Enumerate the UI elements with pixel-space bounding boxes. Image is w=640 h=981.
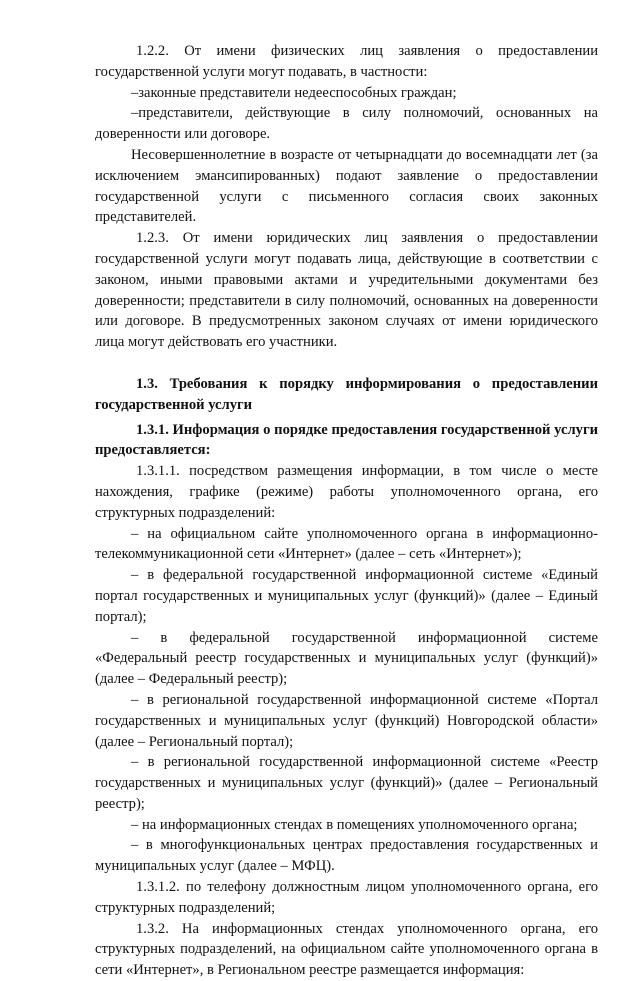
paragraph-1-3-1-1: 1.3.1.1. посредством размещения информации, в том числе о месте нахождения, графике (режиме) работы уполномоченного органа, его структурных подразделений: — [95, 463, 598, 521]
paragraph-1-3-2: 1.3.2. На информационных стендах уполномоченного органа, его структурных подразделений, на официальном сайте уполномоченного органа в сети «Интернет», в Региональном реестре размещается информация: — [95, 920, 598, 979]
list-item-regional-registry: – в региональной государственной информационной системе «Реестр государственных и муниципальных услуг (функций)» (далее – Региональный реестр); — [95, 754, 598, 812]
list-item-representatives: –представители, действующие в силу полномочий, основанных на доверенности или договоре. — [95, 105, 598, 143]
list-item-official-site: – на официальном сайте уполномоченного органа в информационно-телекоммуникационной сети «Интернет» (далее – сеть «Интернет»); — [95, 525, 598, 563]
list-item-mfc: – в многофункциональных центрах предоставления государственных и муниципальных услуг (далее – МФЦ). — [95, 837, 598, 875]
paragraph-minors: Несовершеннолетние в возрасте от четырнадцати до восемнадцати лет (за исключением эмансипированных) подают заявление о предоставлении государственной услуги с письменного согласия своих законных представителей. — [95, 146, 598, 226]
list-item-info-stands: – на информационных стендах в помещениях уполномоченного органа; — [131, 816, 578, 833]
list-item-federal-registry: – в федеральной государственной информационной системе «Федеральный реестр государственных и муниципальных услуг (функций)» (далее – Федеральный реестр); — [95, 629, 598, 688]
spacer — [95, 353, 598, 374]
document-body — [95, 41, 598, 981]
list-item-unified-portal: – в федеральной государственной информационной системе «Единый портал государственных и муниципальных услуг (функций)» (далее – Единый портал); — [95, 567, 598, 625]
list-item-legal-representatives: –законные представители недееспособных граждан; — [131, 84, 457, 101]
section-heading-1-3: 1.3. Требования к порядку информирования о предоставлении государственной услуги — [95, 375, 598, 413]
paragraph-1-2-3: 1.2.3. От имени юридических лиц заявления о предоставлении государственной услуги могут подавать лица, действующие в соответствии с законом, иными правовыми актами и учредительными документами без доверенности; представители в силу полномочий, основанных на доверенности или договоре. В предусмотренных законом случаях от имени юридического лица могут действовать его участники. — [95, 230, 598, 351]
subsection-heading-1-3-1: 1.3.1. Информация о порядке предоставления государственной услуги предоставляется: — [95, 421, 598, 459]
paragraph-1-3-1-2: 1.3.1.2. по телефону должностным лицом уполномоченного органа, его структурных подразделений; — [95, 879, 598, 916]
list-item-regional-portal: – в региональной государственной информационной системе «Портал государственных и муниципальных услуг (функций) Новгородской области» (далее – Региональный портал); — [95, 691, 598, 750]
paragraph-1-2-2: 1.2.2. От имени физических лиц заявления о предоставлении государственной услуги могут подавать, в частности: — [95, 43, 598, 80]
